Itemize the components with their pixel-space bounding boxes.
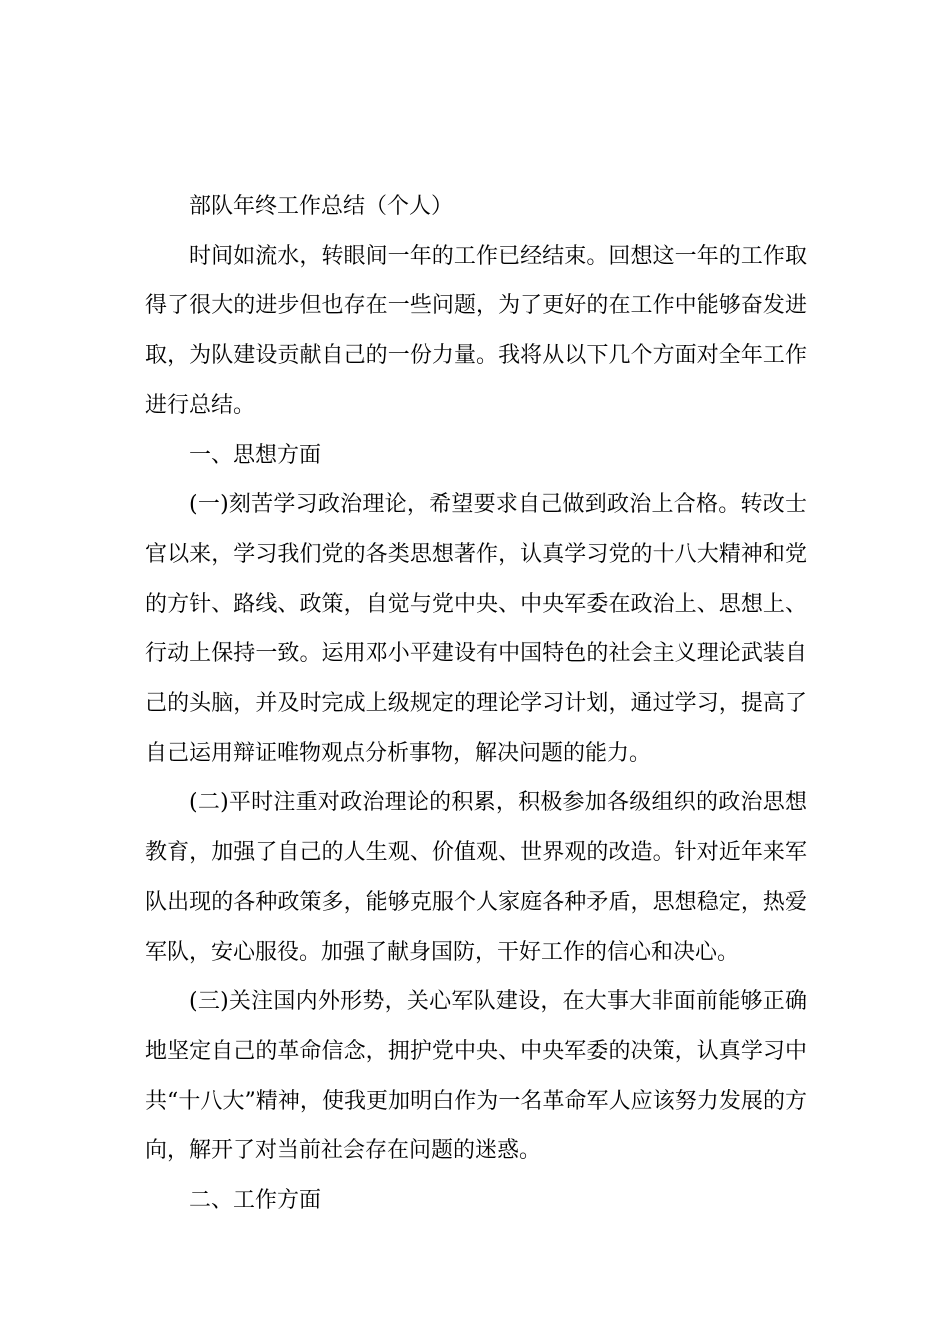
paragraph-thought-1: (一)刻苦学习政治理论，希望要求自己做到政治上合格。转改士官以来，学习我们党的各类思想著作，认真学习党的十八大精神和党的方针、路线、政策，自觉与党中央、中央军委在政治上、思想上、行动上保持一致。运用邓小平建设有中国特色的社会主义理论武装自己的头脑，并及时完成上级规定的理论学习计划，通过学习，提高了自己运用辩证唯物观点分析事物，解决问题的能力。 (145, 492, 807, 766)
paragraph-thought-2: (二)平时注重对政治理论的积累，积极参加各级组织的政治思想教育，加强了自己的人生观、价值观、世界观的改造。针对近年来军队出现的各种政策多，能够克服个人家庭各种矛盾，思想稳定，热爱军队，安心服役。加强了献身国防，干好工作的信心和决心。 (145, 790, 807, 965)
paragraph-thought-3: (三)关注国内外形势，关心军队建设，在大事大非面前能够正确地坚定自己的革命信念，拥护党中央、中央军委的决策，认真学习中共“十八大”精神，使我更加明白作为一名革命军人应该努力发展的方向，解开了对当前社会存在问题的迷惑。 (145, 989, 807, 1164)
document-title: 部队年终工作总结（个人） (189, 194, 454, 219)
document-page (145, 182, 807, 1226)
paragraph-intro: 时间如流水，转眼间一年的工作已经结束。回想这一年的工作取得了很大的进步但也存在一些问题，为了更好的在工作中能够奋发进取，为队建设贡献自己的一份力量。我将从以下几个方面对全年工作进行总结。 (145, 243, 807, 418)
section-heading-work: 二、工作方面 (189, 1188, 322, 1214)
section-heading-thought: 一、思想方面 (189, 442, 322, 468)
